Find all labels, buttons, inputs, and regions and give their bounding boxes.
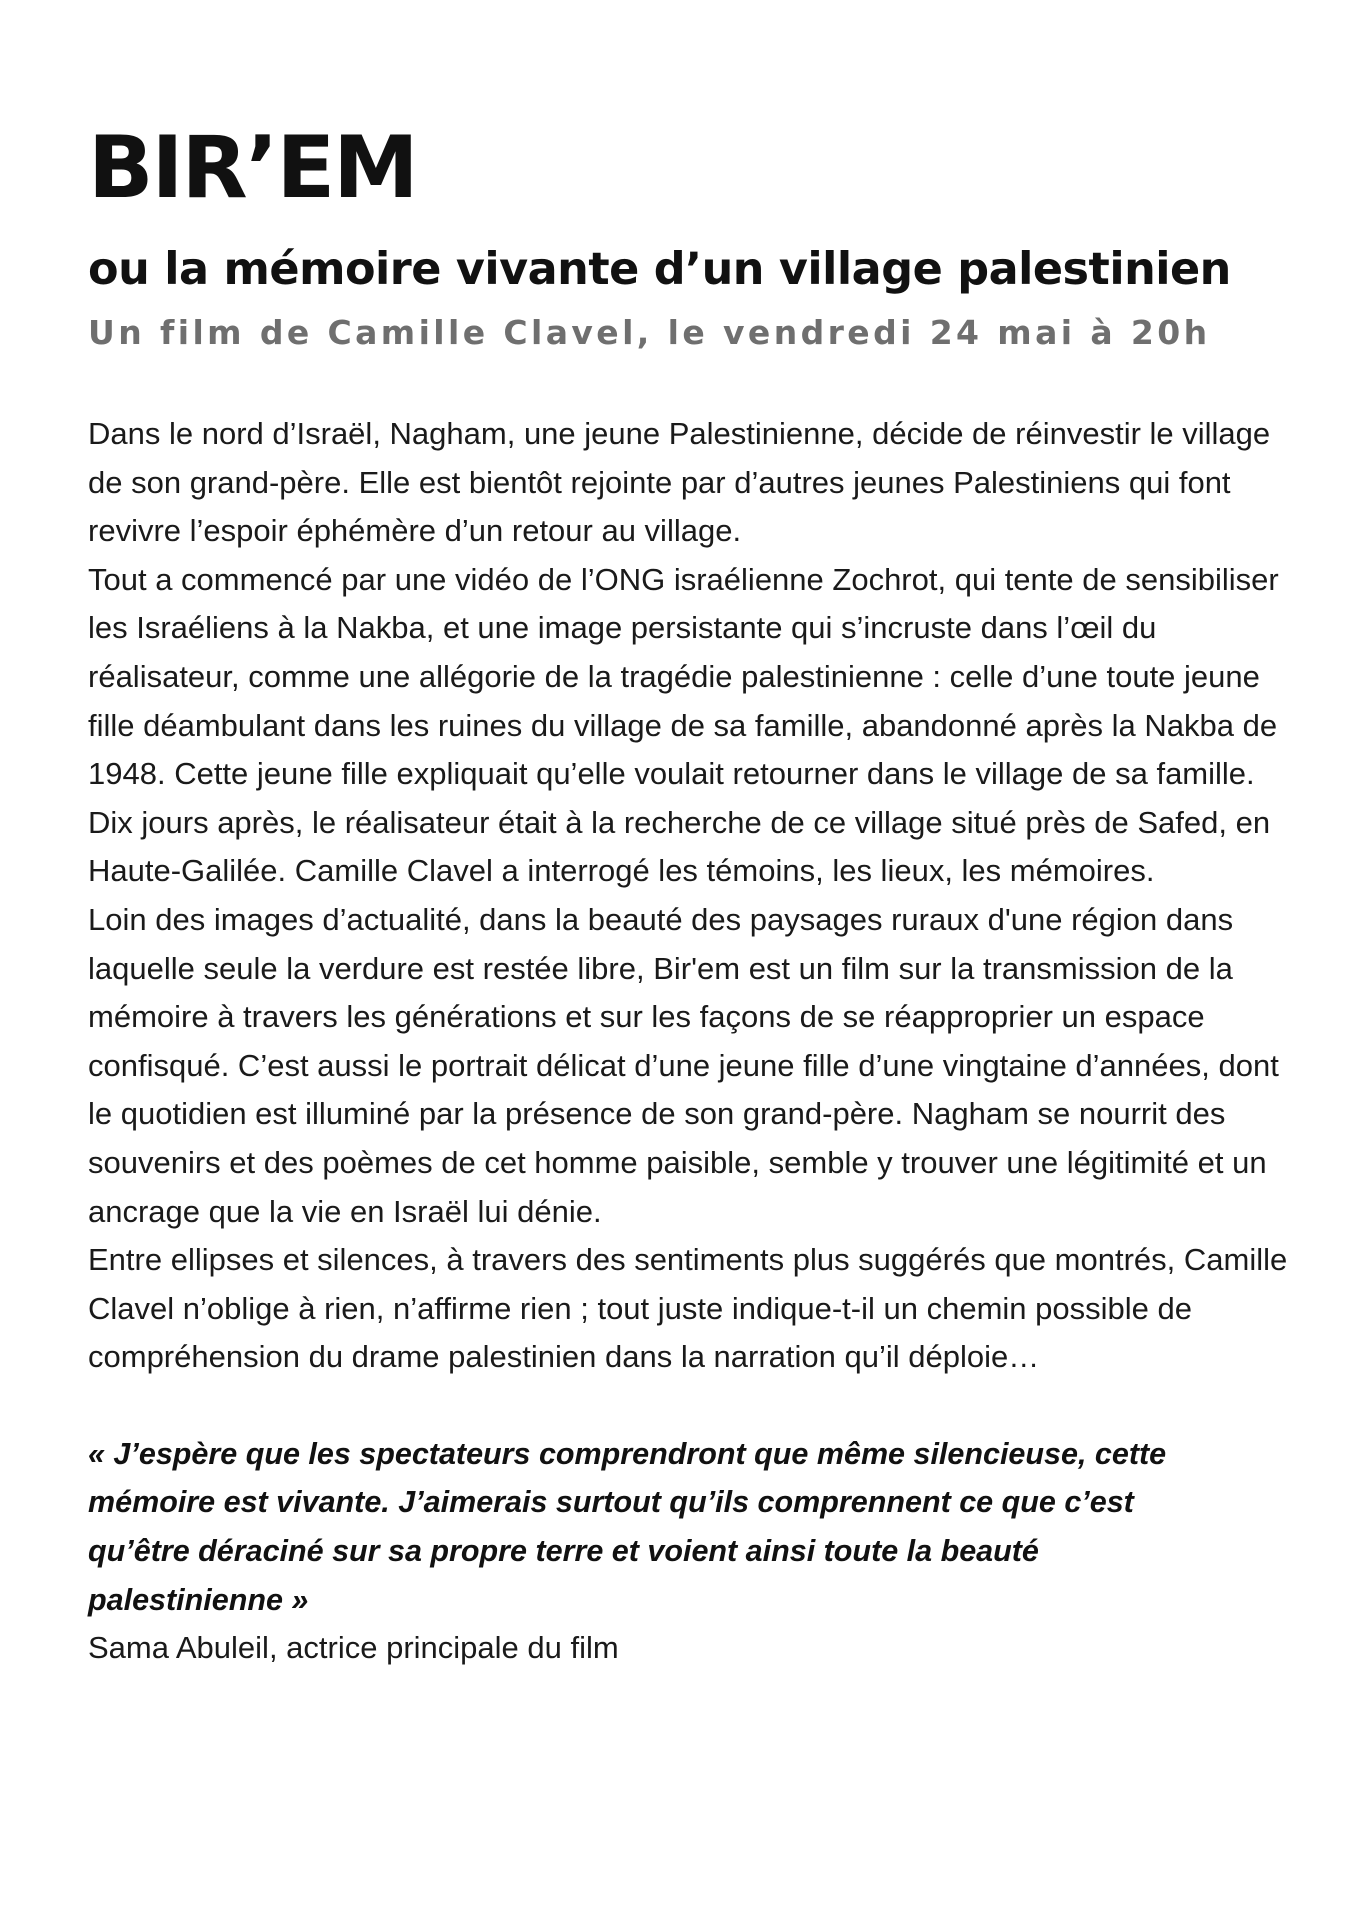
film-byline: Un film de Camille Clavel, le vendredi 24 mai à 20h: [88, 313, 1211, 352]
paragraph: Dans le nord d’Israël, Nagham, une jeune Palestinienne, décide de réinvestir le village de son grand-père. Elle est bientôt rejointe par d’autres jeunes Palestiniens qui font revivre l’espoir éphémère d’un retour au village.: [88, 416, 1271, 549]
pull-quote: « J’espère que les spectateurs comprendront que même silencieuse, cette mémoire est vivante. J’aimerais surtout qu’ils comprennent ce que c’est qu’être déraciné sur sa propre terre et voient ainsi toute la beauté palestinienne »: [88, 1436, 1167, 1617]
paragraph: Loin des images d’actualité, dans la beauté des paysages ruraux d'une région dans laquelle seule la verdure est restée libre, Bir'em est un film sur la transmission de la mémoire à travers les générations et sur les façons de se réapproprier un espace confisqué. C’est aussi le portrait délicat d’une jeune fille d’une vingtaine d’années, dont le quotidien est illuminé par la présence de son grand-père. Nagham se nourrit des souvenirs et des poèmes de cet homme paisible, semble y trouver une légitimité et un ancrage que la vie en Israël lui dénie.: [88, 901, 1279, 1229]
page-title: BIR’EM: [88, 118, 417, 218]
paragraph: Tout a commencé par une vidéo de l’ONG israélienne Zochrot, qui tente de sensibiliser les Israéliens à la Nakba, et une image persistante qui s’incruste dans l’œil du réalisateur, comme une allégorie de la tragédie palestinienne : celle d’une toute jeune fille déambulant dans les ruines du village de sa famille, abandonné après la Nakba de 1948. Cette jeune fille expliquait qu’elle voulait retourner dans le village de sa famille. Dix jours après, le réalisateur était à la recherche de ce village situé près de Safed, en Haute-Galilée. Camille Clavel a interrogé les témoins, les lieux, les mémoires.: [88, 561, 1279, 889]
article-body: [88, 410, 1288, 1382]
page-subtitle: ou la mémoire vivante d’un village palestinien: [88, 244, 1231, 295]
paragraph: Entre ellipses et silences, à travers des sentiments plus suggérés que montrés, Camille Clavel n’oblige à rien, n’affirme rien ; tout juste indique-t-il un chemin possible de compréhension du drame palestinien dans la narration qu’il déploie…: [88, 1242, 1288, 1375]
quote-attribution: Sama Abuleil, actrice principale du film: [88, 1630, 619, 1666]
page-content: [88, 118, 1288, 1673]
